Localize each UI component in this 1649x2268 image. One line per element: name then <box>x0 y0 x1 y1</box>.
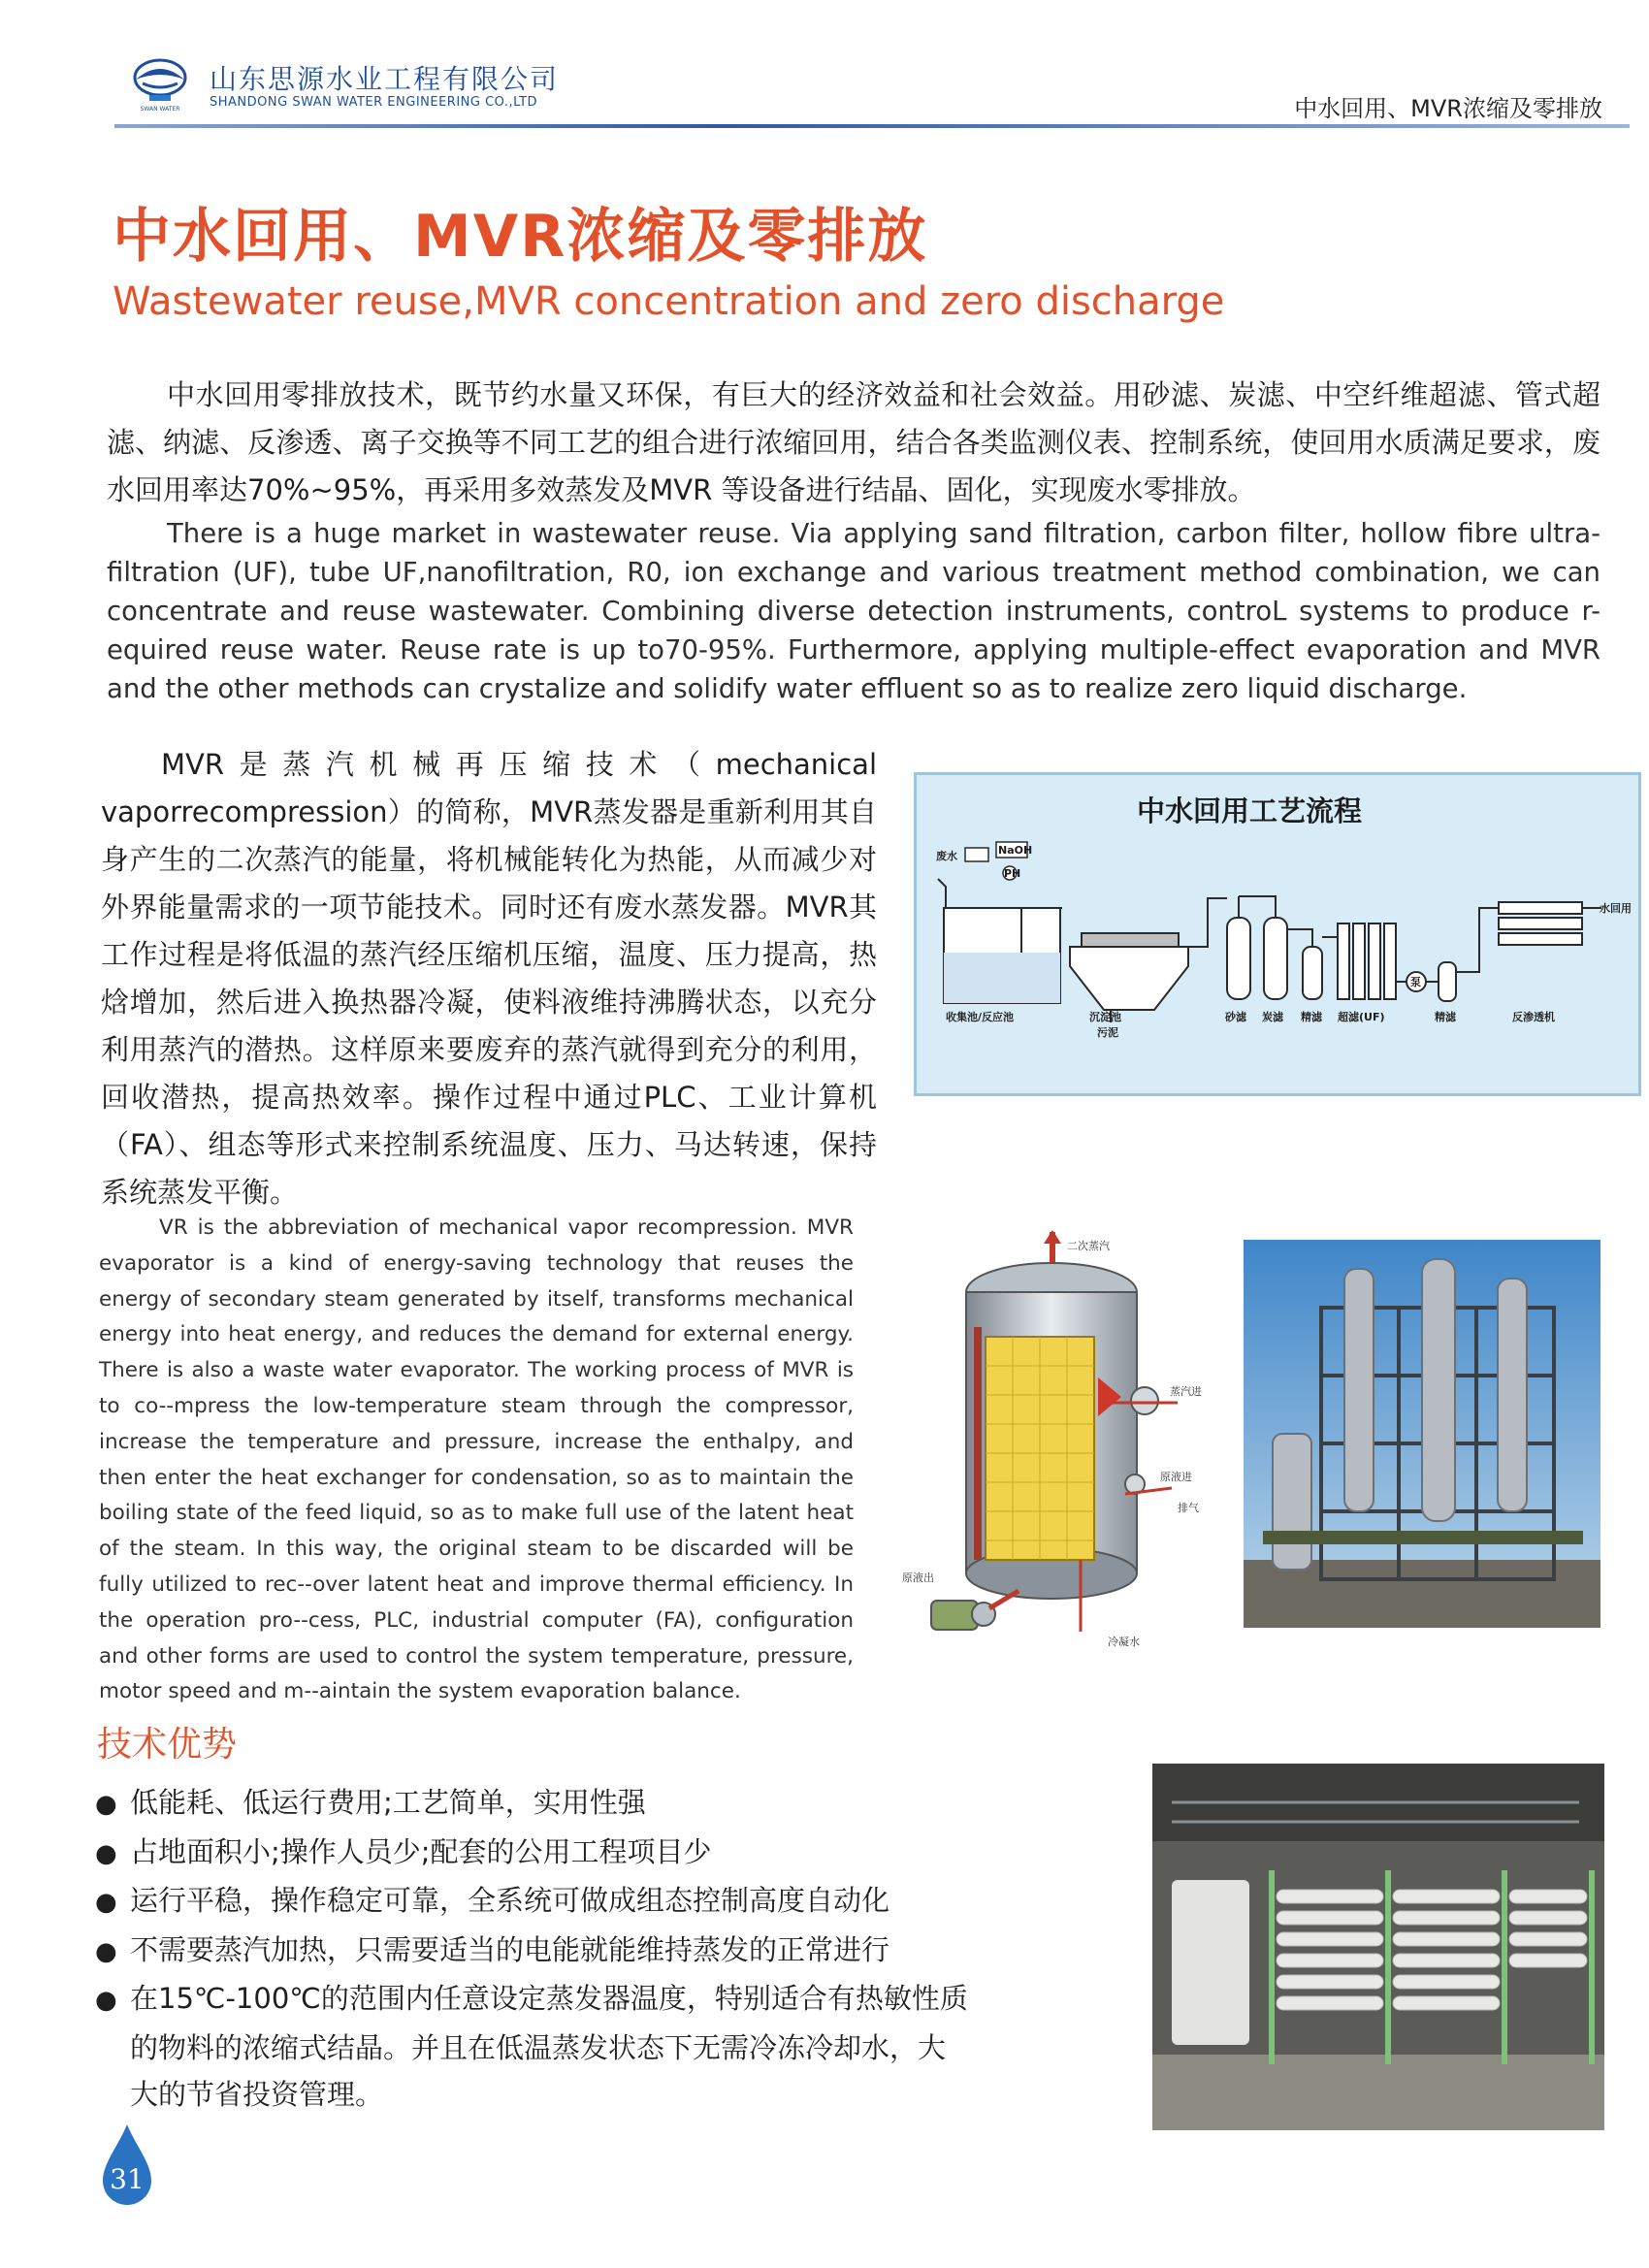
flow-label-ro: 反渗透机 <box>1512 1011 1555 1023</box>
advantage-item: ● 运行平稳，操作稳定可靠，全系统可做成组态控制高度自动化 <box>95 1877 968 1927</box>
flow-label-wastewater: 废水 <box>936 850 957 862</box>
bullet-icon: ● <box>95 1986 117 2015</box>
header-section-title: 中水回用、MVR浓缩及零排放 <box>1294 95 1602 122</box>
evaporation-plant-photo <box>1244 1240 1600 1628</box>
company-name-cn: 山东思源水业工程有限公司 <box>210 63 560 95</box>
evap-label-liquid-out: 原液出 <box>902 1571 934 1584</box>
flow-label-tank: 收集池/反应池 <box>946 1011 1015 1023</box>
advantages-heading: 技术优势 <box>97 1725 238 1765</box>
mvr-paragraph-cn: MVR是蒸汽机械再压缩技术（mechanical vaporrecompression）的简称，MVR蒸发器是重新利用其自身产生的二次蒸汽的能量，将机械能转化为热能，从而减少对外界能量需求的一项节能技术。同时还有废水蒸发器。MVR其工作过程是将低温的蒸汽经压缩机压缩，温度、压力提高，热焓增加，然后进入换热器冷凝，使料液维持沸腾状态，以充分利用蒸汽的潜热。这样原来要废弃的蒸汽就得到充分的利用，回收潜热，提高热效率。操作过程中通过PLC、工业计算机（FA）、组态等形式来控制系统温度、压力、马达转速，保持系统蒸发平衡。 <box>101 748 877 1209</box>
flow-label-sand: 砂滤 <box>1225 1011 1246 1023</box>
bullet-icon: ● <box>95 1936 117 1966</box>
flow-label-reuse: 水回用 <box>1600 902 1632 915</box>
evap-label-secondary-steam: 二次蒸汽 <box>1067 1240 1110 1252</box>
evap-label-exhaust: 排气 <box>1178 1502 1199 1514</box>
advantage-item: ● 低能耗、低运行费用;工艺简单，实用性强 <box>95 1779 968 1829</box>
intro-paragraph-cn: 中水回用零排放技术，既节约水量又环保，有巨大的经济效益和社会效益。用砂滤、炭滤、中空纤维超滤、管式超滤、纳滤、反渗透、离子交换等不同工艺的组合进行浓缩回用，结合各类监测仪表、控制系统，使回用水质满足要求，废水回用率达70%~95%，再采用多效蒸发及MVR 等设备进行结晶、固化，实现废水零排放。 <box>107 378 1600 506</box>
page-title-en: Wastewater reuse,MVR concentration and zero discharge <box>113 279 1225 324</box>
flow-label-uf: 超滤(UF) <box>1338 1011 1385 1023</box>
flow-label-fine: 精滤 <box>1435 1011 1456 1023</box>
flow-label-pump: 泵 <box>1410 976 1421 988</box>
intro-paragraph-en: There is a huge market in wastewater reuse. Via applying sand filtration, carbon filter, hollow fibre ultra-filtration (UF), tube UF,nanofiltration, R0, ion exchange and various treatment method combination, we can concentrate and reuse wastewater. Combining diverse detection instruments, controL systems to produce r-equired reuse water. Reuse rate is up to70-95%. Furthermore, applying multiple-effect evaporation and MVR and the other methods can crystalize and solidify water effluent so as to realize zero liquid discharge. <box>107 518 1600 704</box>
flow-label-sludge: 污泥 <box>1097 1026 1118 1039</box>
ro-system-photo <box>1152 1764 1604 2130</box>
company-logo <box>118 54 202 113</box>
page-title-cn: 中水回用、MVR浓缩及零排放 <box>113 203 928 271</box>
process-flow-title: 中水回用工艺流程 <box>1137 794 1363 827</box>
flow-label-precision: 精滤 <box>1301 1011 1322 1023</box>
evap-label-liquid-in: 原液进 <box>1160 1471 1192 1483</box>
flow-label-ph: PH <box>1004 867 1021 880</box>
mvr-evaporator-illustration <box>896 1230 1216 1657</box>
flow-label-carbon: 炭滤 <box>1262 1011 1283 1023</box>
header-divider <box>114 124 1630 128</box>
advantage-item: ● 占地面积小;操作人员少;配套的公用工程项目少 <box>95 1829 968 1878</box>
bullet-icon: ● <box>95 1838 117 1868</box>
page-number: 31 <box>110 2163 145 2195</box>
flow-label-sedimentation: 沉淀池 <box>1089 1011 1121 1023</box>
evap-label-steam-in: 蒸汽进 <box>1170 1385 1202 1398</box>
process-flow-graphic <box>917 840 1638 1083</box>
advantage-item: ● 在15℃-100℃的范围内任意设定蒸发器温度，特别适合有热敏性质的物料的浓缩式结晶。并且在低温蒸发状态下无需冷冻冷却水，大大的节省投资管理。 <box>95 1975 968 2119</box>
company-name-en: SHANDONG SWAN WATER ENGINEERING CO.,LTD <box>210 95 538 110</box>
mvr-paragraph-en: VR is the abbreviation of mechanical vapor recompression. MVR evaporator is a kind of energy-saving technology that reuses the energy of secondary steam generated by itself, transforms mechanical energy into heat energy, and reduces the demand for external energy. There is also a waste water evaporator. The working process of MVR is to co--mpress the low-temperature steam through the compressor, increase the temperature and pressure, increase the enthalpy, and then enter the heat exchanger for condensation, so as to maintain the boiling state of the feed liquid, so as to make full use of the latent heat of the steam. In this way, the original steam to be discarded will be fully utilized to rec--over latent heat and improve thermal efficiency. In the operation pro--cess, PLC, industrial computer (FA), configuration and other forms are used to control the system temperature, pressure, motor speed and m--aintain the system evaporation balance. <box>99 1215 854 1704</box>
flow-label-naoh: NaOH <box>998 844 1033 857</box>
bullet-icon: ● <box>95 1790 117 1819</box>
bullet-icon: ● <box>95 1888 117 1917</box>
advantages-list <box>95 1779 968 2119</box>
svg-text:SWAN WATER: SWAN WATER <box>140 106 180 113</box>
advantage-item: ● 不需要蒸汽加热，只需要适当的电能就能维持蒸发的正常进行 <box>95 1927 968 1976</box>
evap-label-condensate: 冷凝水 <box>1108 1636 1140 1648</box>
